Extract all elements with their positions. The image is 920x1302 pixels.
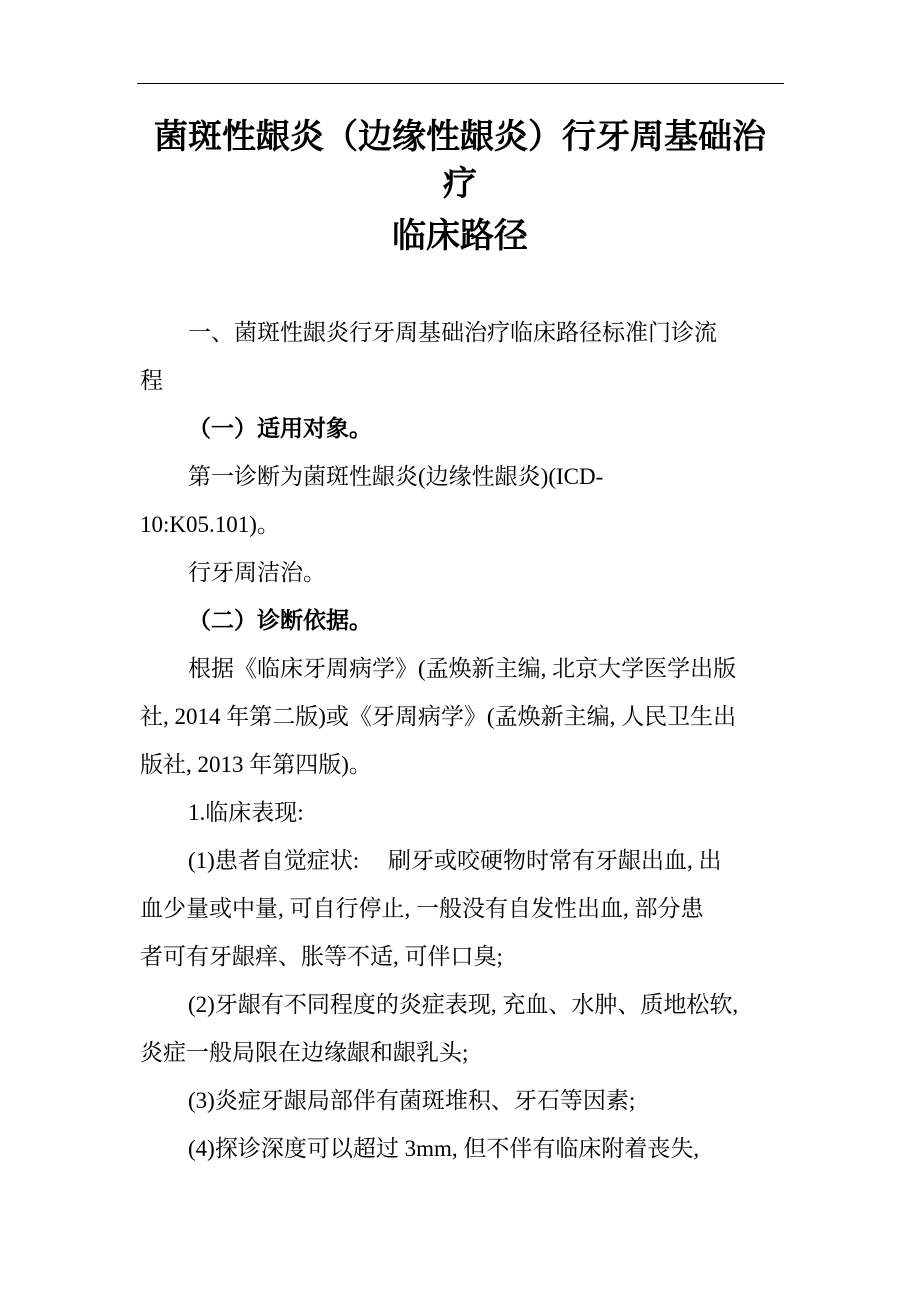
paragraph-line: (3)炎症牙龈局部伴有菌斑堆积、牙石等因素; (188, 1088, 636, 1113)
paragraph-line: (4)探诊深度可以超过 3mm, 但不伴有临床附着丧失, (188, 1136, 700, 1161)
section-heading-cont: 程 (140, 368, 163, 393)
document-body (140, 309, 790, 1173)
paragraph-line: 10:K05.101)。 (140, 512, 280, 537)
section-heading: 一、菌斑性龈炎行牙周基础治疗临床路径标准门诊流 (188, 320, 717, 345)
paragraph-line: 行牙周洁治。 (188, 560, 326, 585)
paragraph-line: 根据《临床牙周病学》(孟焕新主编, 北京大学医学出版 (188, 656, 737, 681)
subsection-heading: （一）适用对象。 (188, 416, 372, 441)
document-title-line2: 疗 (443, 166, 477, 203)
subsection-heading: （二）诊断依据。 (188, 608, 372, 633)
paragraph-line: 血少量或中量, 可自行停止, 一般没有自发性出血, 部分患 (140, 896, 704, 921)
paragraph-line: (1)患者自觉症状: 刷牙或咬硬物时常有牙龈出血, 出 (188, 848, 722, 873)
header-rule (137, 83, 784, 84)
paragraph-line: 1.临床表现: (188, 800, 304, 825)
document-subtitle: 临床路径 (392, 218, 528, 255)
paragraph-line: 版社, 2013 年第四版)。 (140, 752, 372, 777)
paragraph-line: (2)牙龈有不同程度的炎症表现, 充血、水肿、质地松软, (188, 992, 739, 1017)
paragraph-line: 者可有牙龈痒、胀等不适, 可伴口臭; (140, 944, 503, 969)
paragraph-line: 第一诊断为菌斑性龈炎(边缘性龈炎)(ICD- (188, 464, 604, 489)
paragraph-line: 社, 2014 年第二版)或《牙周病学》(孟焕新主编, 人民卫生出 (140, 704, 737, 729)
document-title-line1: 菌斑性龈炎（边缘性龈炎）行牙周基础治 (154, 119, 766, 156)
paragraph-line: 炎症一般局限在边缘龈和龈乳头; (140, 1040, 469, 1065)
